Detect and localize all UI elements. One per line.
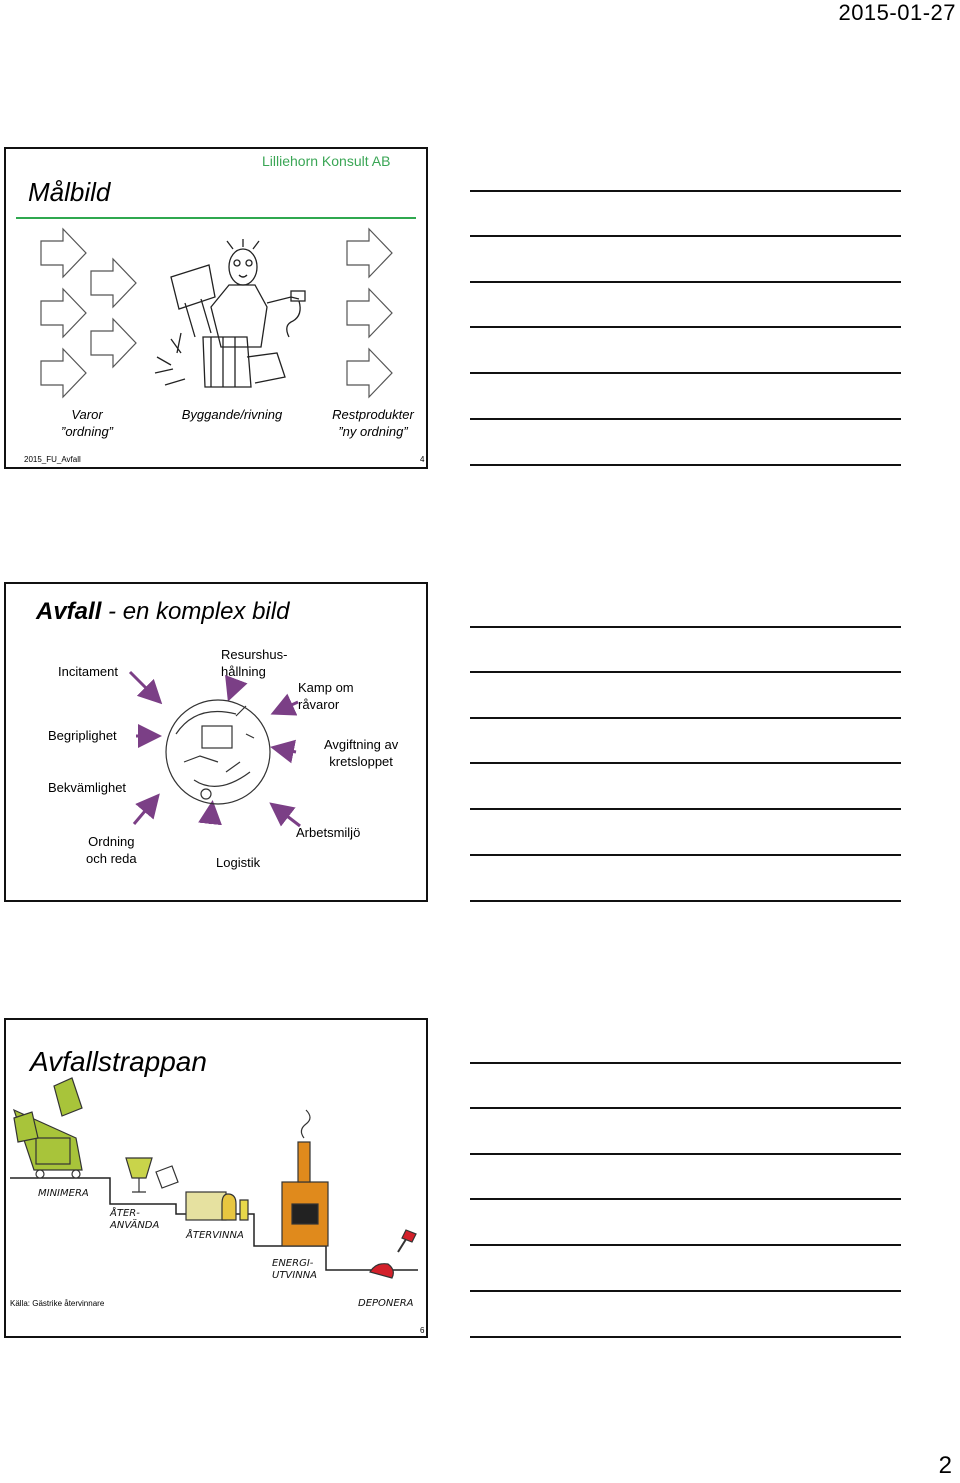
label-avgiftning: Avgiftning av kretsloppet (324, 737, 399, 769)
note-line (470, 808, 901, 810)
note-line (470, 418, 901, 420)
note-line (470, 1244, 901, 1246)
company-name: Lilliehorn Konsult AB (262, 153, 391, 169)
note-line (470, 1198, 901, 1200)
label-bekvamlighet: Bekvämlighet (48, 780, 127, 795)
label-ordning-och-reda: Ordning och reda (86, 834, 137, 866)
note-line (470, 626, 901, 628)
label-arbetsmiljo: Arbetsmiljö (296, 825, 361, 840)
slide-title: Målbild (28, 177, 111, 207)
note-line (470, 326, 901, 328)
step-ater: ÅTER- (110, 1208, 140, 1219)
label-logistik: Logistik (216, 855, 261, 870)
header-date: 2015-01-27 (838, 0, 956, 25)
note-line (470, 235, 901, 237)
page-number: 2 (938, 1452, 952, 1479)
step-minimera: MINIMERA (38, 1188, 89, 1199)
note-line (470, 1336, 901, 1338)
step-atervinna: ÅTERVINNA (186, 1230, 244, 1241)
builder-illustration (151, 237, 311, 397)
note-line (470, 464, 901, 466)
title-divider (16, 217, 416, 219)
label-kamp-om-ravaror: Kamp om råvaror (298, 680, 354, 712)
slide-number: 6 (420, 1326, 425, 1335)
slide-malbild (4, 147, 428, 469)
label-byggande: Byggande/rivning (181, 407, 283, 422)
slide-avfallstrappan (4, 1018, 428, 1338)
label-resurshushallning: Resurshus- hållning (221, 647, 288, 679)
slide-number: 4 (420, 455, 425, 464)
left-arrows-graphic (36, 227, 136, 407)
note-line (470, 854, 901, 856)
slide-title: Avfallstrappan (30, 1046, 207, 1077)
note-line (470, 671, 901, 673)
slide-title: Avfall - en komplex bild (36, 598, 290, 625)
step-energi: ENERGI- (272, 1258, 314, 1269)
source-note: Källa: Gästrike återvinnare (10, 1299, 105, 1308)
note-line (470, 717, 901, 719)
slide-footer-label: 2015_FU_Avfall (24, 455, 81, 464)
note-line (470, 1290, 901, 1292)
note-line (470, 190, 901, 192)
label-incitament: Incitament (58, 664, 118, 679)
note-line (470, 762, 901, 764)
slide-avfall-komplex (4, 582, 428, 902)
step-anvanda: ANVÄNDA (110, 1220, 160, 1231)
cycle-illustration (6, 584, 428, 902)
step-deponera: DEPONERA (358, 1298, 414, 1309)
right-arrows-graphic (344, 227, 396, 407)
step-utvinna: UTVINNA (272, 1270, 318, 1281)
note-line (470, 900, 901, 902)
note-line (470, 281, 901, 283)
label-begriplighet: Begriplighet (48, 728, 117, 743)
note-line (470, 1107, 901, 1109)
note-line (470, 372, 901, 374)
label-varor: Varor ”ordning” (60, 407, 114, 439)
note-line (470, 1062, 901, 1064)
label-restprodukter: Restprodukter ”ny ordning” (332, 407, 414, 439)
note-line (470, 1153, 901, 1155)
waste-staircase-illustration (6, 1020, 428, 1338)
